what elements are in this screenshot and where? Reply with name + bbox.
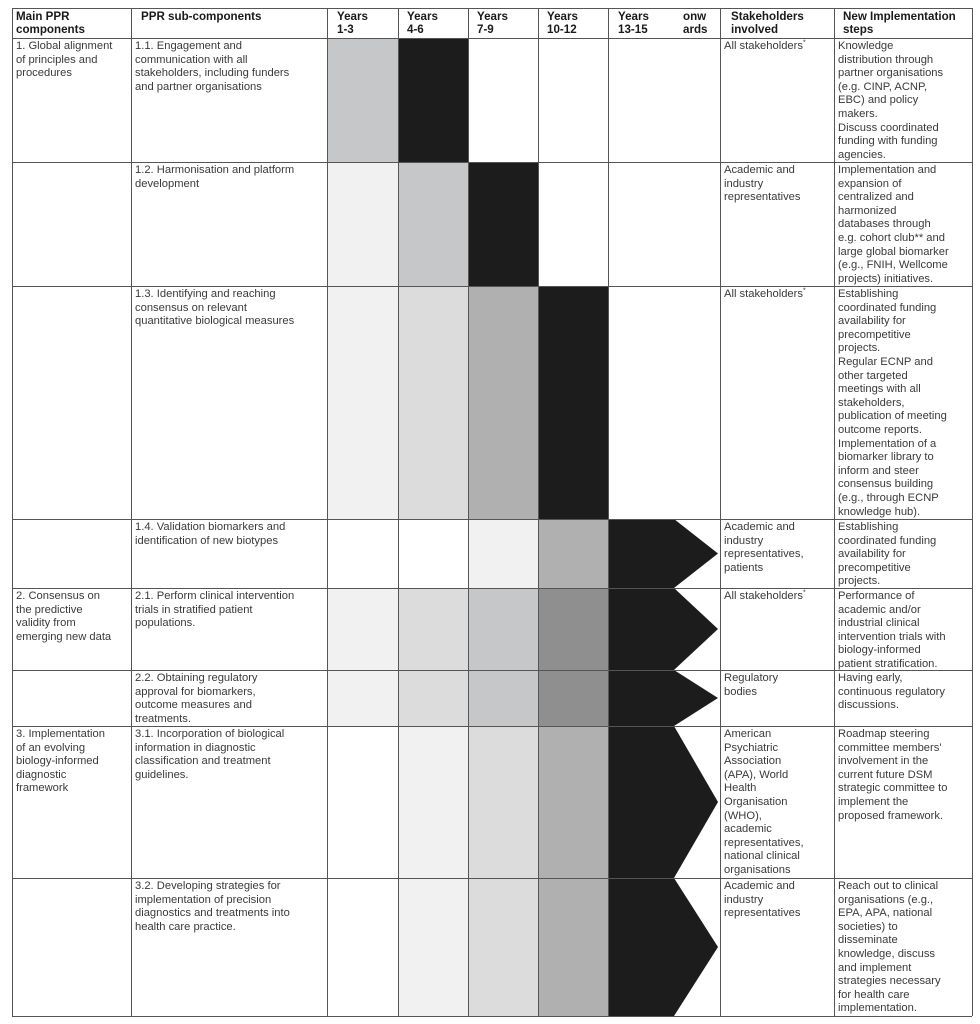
sub-component-cell-text: 3.1. Incorporation of biological information in diagnostic classification and treatment guidelines. xyxy=(135,728,285,781)
main-component-cell xyxy=(12,287,131,519)
implementation-steps-cell xyxy=(834,520,972,588)
sub-component-cell xyxy=(131,520,327,588)
implementation-steps-cell-text: Roadmap steering committee members' involvement in the current future DSM strategic committee to implement the proposed framework. xyxy=(838,728,948,822)
main-component-cell xyxy=(12,727,131,878)
merged-cell-mask xyxy=(13,286,130,287)
merged-cell-mask xyxy=(13,670,130,671)
main-component-cell xyxy=(12,163,131,286)
stakeholders-cell xyxy=(720,287,834,519)
row-divider xyxy=(12,38,972,39)
sub-component-cell xyxy=(131,163,327,286)
row-divider xyxy=(12,286,972,287)
header-implementation-steps: New Implementation steps xyxy=(843,10,956,37)
footnote-mark: * xyxy=(802,39,806,47)
timeline-arrow-block xyxy=(608,519,720,588)
row-divider xyxy=(12,519,972,520)
header-stakeholders: Stakeholders involved xyxy=(731,10,804,37)
timeline-shade-dark-gray xyxy=(538,588,608,670)
row-divider xyxy=(12,878,972,879)
main-component-cell-text: 1. Global alignment of principles and procedures xyxy=(16,40,113,80)
stakeholders-cell-text: Regulatory bodies xyxy=(724,672,779,698)
header-years-13-15-d: ards xyxy=(683,23,708,36)
column-divider xyxy=(608,8,609,1016)
timeline-shade-gray xyxy=(468,670,538,726)
timeline-shade-light-gray xyxy=(468,726,538,878)
main-component-cell xyxy=(12,520,131,588)
timeline-shade-dark-gray xyxy=(538,670,608,726)
column-divider xyxy=(720,8,721,1016)
implementation-steps-cell-text: Implementation and expansion of centralized and harmonized databases through e.g. cohort club** and large global biomarker (e.g., FNIH, Wellcome projects) initiatives. xyxy=(838,164,949,285)
footnote-mark: * xyxy=(802,589,806,597)
timeline-shade-mid-gray xyxy=(468,286,538,519)
timeline-shade-light-gray xyxy=(398,286,468,519)
implementation-steps-cell-text: Performance of academic and/or industrial clinical intervention trials with biology-informed patient stratification. xyxy=(838,590,946,670)
merged-cell-mask xyxy=(13,878,130,879)
header-years-1-3: Years 1-3 xyxy=(337,10,368,37)
stakeholders-cell-text: All stakeholders xyxy=(724,40,803,52)
column-divider xyxy=(131,8,132,1016)
merged-cell-mask xyxy=(13,162,130,163)
timeline-shade-very-light xyxy=(327,286,398,519)
sub-component-cell-text: 1.1. Engagement and communication with all stakeholders, including funders and partner organisations xyxy=(135,40,290,93)
implementation-steps-cell-text: Reach out to clinical organisations (e.g., EPA, APA, national societies) to disseminate knowledge, discuss and implement strategies necessary for health care implementation. xyxy=(838,880,941,1015)
stakeholders-cell xyxy=(720,520,834,588)
row-divider xyxy=(12,588,972,589)
sub-component-cell xyxy=(131,39,327,162)
footnote-mark: * xyxy=(802,287,806,295)
row-divider xyxy=(12,670,972,671)
stakeholders-cell xyxy=(720,39,834,162)
stakeholders-cell-text: All stakeholders xyxy=(724,590,803,602)
stakeholders-cell xyxy=(720,671,834,726)
header-main-components: Main PPR components xyxy=(16,10,85,37)
merged-cell-mask xyxy=(13,519,130,520)
stakeholders-cell xyxy=(720,727,834,878)
timeline-shade-gray xyxy=(327,38,398,162)
implementation-steps-cell xyxy=(834,287,972,519)
header-years-7-9: Years 7-9 xyxy=(477,10,508,37)
main-component-cell-text: 2. Consensus on the predictive validity from emerging new data xyxy=(16,590,112,643)
main-component-cell xyxy=(12,589,131,670)
sub-component-cell-text: 1.3. Identifying and reaching consensus on relevant quantitative biological measures xyxy=(135,288,295,328)
row-divider xyxy=(12,1016,972,1017)
sub-component-cell-text: 1.4. Validation biomarkers and identification of new biotypes xyxy=(135,521,286,547)
column-divider xyxy=(398,8,399,1016)
timeline-shade-very-light xyxy=(468,519,538,588)
implementation-steps-cell xyxy=(834,671,972,726)
timeline-arrow-block xyxy=(608,588,720,670)
header-years-13-15-a: Years xyxy=(618,10,649,23)
sub-component-cell xyxy=(131,727,327,878)
sub-component-cell-text: 3.2. Developing strategies for implementation of precision diagnostics and treatments into health care practice. xyxy=(135,880,290,933)
column-divider xyxy=(972,8,973,1016)
column-divider xyxy=(12,8,13,1016)
timeline-arrow-block xyxy=(608,726,720,878)
timeline-shade-very-light xyxy=(327,670,398,726)
timeline-shade-very-light xyxy=(398,726,468,878)
column-divider xyxy=(538,8,539,1016)
header-years-10-12: Years 10-12 xyxy=(547,10,578,37)
header-years-13-15-b: onw xyxy=(683,10,707,23)
sub-component-cell-text: 2.1. Perform clinical intervention trials in stratified patient populations. xyxy=(135,590,295,630)
implementation-steps-cell-text: Establishing coordinated funding availability for precompetitive projects. Regular ECNP and other targeted meetings with all stakeholders, publication of meeting outcome reports. Implementation of a biomarker library to inform and steer consensus building (e.g., through ECNP knowledge hub). xyxy=(838,288,947,518)
row-divider xyxy=(12,162,972,163)
header-years-4-6: Years 4-6 xyxy=(407,10,438,37)
main-component-cell xyxy=(12,39,131,162)
timeline-shade-black xyxy=(538,286,608,519)
timeline-arrow-block xyxy=(608,878,720,1016)
implementation-steps-cell xyxy=(834,727,972,878)
timeline-shade-very-light xyxy=(327,588,398,670)
stakeholders-cell-text: Academic and industry representatives xyxy=(724,880,801,920)
column-divider xyxy=(327,8,328,1016)
stakeholders-cell xyxy=(720,879,834,1016)
sub-component-cell xyxy=(131,287,327,519)
stakeholders-cell xyxy=(720,163,834,286)
stakeholders-cell-text: American Psychiatric Association (APA), World Health Organisation (WHO), academic representatives, national clinical organisations xyxy=(724,728,804,876)
sub-component-cell xyxy=(131,671,327,726)
implementation-steps-cell-text: Establishing coordinated funding availability for precompetitive projects. xyxy=(838,521,937,588)
stakeholders-cell-text: Academic and industry representatives xyxy=(724,164,801,204)
implementation-steps-cell xyxy=(834,879,972,1016)
stakeholders-cell-text: All stakeholders xyxy=(724,288,803,300)
implementation-steps-cell xyxy=(834,589,972,670)
sub-component-cell xyxy=(131,879,327,1016)
timeline-shade-black xyxy=(468,162,538,286)
column-divider xyxy=(468,8,469,1016)
timeline-shade-light-gray xyxy=(398,588,468,670)
sub-component-cell-text: 1.2. Harmonisation and platform development xyxy=(135,164,295,190)
implementation-steps-cell-text: Knowledge distribution through partner organisations (e.g. CINP, ACNP, EBC) and policy makers. Discuss coordinated funding with funding agencies. xyxy=(838,40,944,161)
main-component-cell xyxy=(12,879,131,1016)
timeline-shade-mid-gray xyxy=(538,878,608,1016)
sub-component-cell-text: 2.2. Obtaining regulatory approval for biomarkers, outcome measures and treatments. xyxy=(135,672,258,725)
timeline-shade-black xyxy=(398,38,468,162)
timeline-shade-very-light xyxy=(398,878,468,1016)
main-component-cell xyxy=(12,671,131,726)
timeline-shade-mid-gray xyxy=(538,726,608,878)
stakeholders-cell-text: Academic and industry representatives, patients xyxy=(724,521,804,574)
header-sub-components: PPR sub-components xyxy=(141,10,262,23)
stakeholders-cell xyxy=(720,589,834,670)
timeline-shade-mid-gray xyxy=(538,519,608,588)
timeline-shade-gray xyxy=(468,588,538,670)
header-years-13-15-c: 13-15 xyxy=(618,23,648,36)
row-divider xyxy=(12,726,972,727)
implementation-steps-cell xyxy=(834,39,972,162)
row-divider xyxy=(12,8,972,9)
timeline-shade-very-light xyxy=(327,162,398,286)
timeline-shade-light-gray xyxy=(398,670,468,726)
timeline-shade-gray xyxy=(398,162,468,286)
implementation-steps-cell-text: Having early, continuous regulatory discussions. xyxy=(838,672,945,712)
main-component-cell-text: 3. Implementation of an evolving biology-informed diagnostic framework xyxy=(16,728,105,795)
implementation-steps-cell xyxy=(834,163,972,286)
sub-component-cell xyxy=(131,589,327,670)
timeline-arrow-block xyxy=(608,670,720,726)
timeline-shade-light-gray xyxy=(468,878,538,1016)
column-divider xyxy=(834,8,835,1016)
